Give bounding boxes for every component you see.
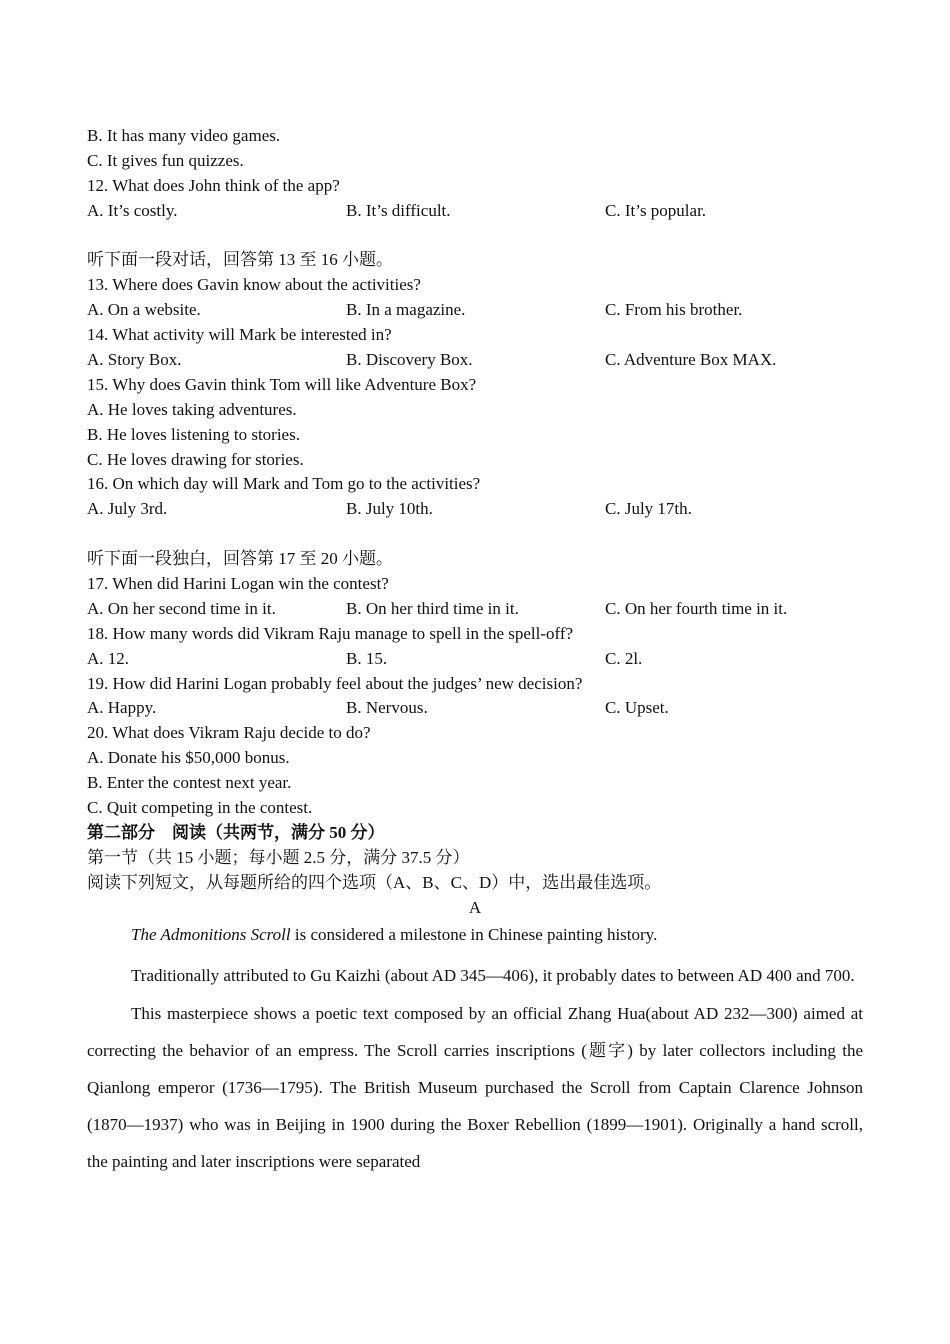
q12-option-b: B. It’s difficult. <box>346 200 451 220</box>
passage-paragraph-1 <box>87 923 863 948</box>
q14-option-b: B. Discovery Box. <box>346 350 473 370</box>
spacer <box>87 522 863 547</box>
q12-stem: 12. What does John think of the app? <box>87 175 340 195</box>
q18-option-c: C. 2l. <box>605 648 643 668</box>
q13-stem: 13. Where does Gavin know about the activities? <box>87 275 421 295</box>
q17-options <box>87 597 863 622</box>
q13-option-b: B. In a magazine. <box>346 300 466 320</box>
passage-label: A <box>468 897 482 917</box>
q12-option-a: A. It’s costly. <box>87 200 178 220</box>
q20-option-c: C. Quit competing in the contest. <box>87 798 313 818</box>
q12-option-c: C. It’s popular. <box>605 200 707 220</box>
exam-page <box>87 124 863 1181</box>
part2-heading: 第二部分 阅读（共两节，满分 50 分） <box>87 822 385 842</box>
paragraph-1-text: is considered a milestone in Chinese painting history. <box>290 924 658 944</box>
q18-option-a: A. 12. <box>87 648 130 668</box>
q14-option-c: C. Adventure Box MAX. <box>605 350 777 370</box>
q18-option-b: B. 15. <box>346 648 388 668</box>
q14-options <box>87 348 863 373</box>
q14-stem: 14. What activity will Mark be interested in? <box>87 325 392 345</box>
q19-options <box>87 696 863 721</box>
q17-option-b: B. On her third time in it. <box>346 598 519 618</box>
section-17-20-heading: 听下面一段独白，回答第 17 至 20 小题。 <box>87 549 393 569</box>
q12-options <box>87 199 863 224</box>
q11-option-b: B. It has many video games. <box>87 126 281 145</box>
q13-options <box>87 298 863 323</box>
q15-option-c: C. He loves drawing for stories. <box>87 449 304 469</box>
part2-instruction: 阅读下列短文，从每题所给的四个选项（A、B、C、D）中，选出最佳选项。 <box>87 872 662 892</box>
q15-option-b: B. He loves listening to stories. <box>87 424 300 444</box>
q17-option-a: A. On her second time in it. <box>87 598 276 618</box>
q20-option-b: B. Enter the contest next year. <box>87 773 292 793</box>
q17-option-c: C. On her fourth time in it. <box>605 598 788 618</box>
q17-stem: 17. When did Harini Logan win the contest? <box>87 574 389 594</box>
q16-stem: 16. On which day will Mark and Tom go to the activities? <box>87 474 481 494</box>
q19-option-c: C. Upset. <box>605 698 669 718</box>
passage-paragraph-3: This masterpiece shows a poetic text composed by an official Zhang Hua(about AD 232—300) aimed at correcting the behavior of an empress. The Scroll carries inscriptions (题字) by later collectors including the Qianlong emperor (1736—1795). The British Museum purchased the Scroll from Captain Clarence Johnson (1870—1937) who was in Beijing in 1900 during the Boxer Rebellion (1899—1901). Originally a hand scroll, the painting and later inscriptions were separated <box>87 1003 863 1172</box>
q18-options <box>87 647 863 672</box>
q15-stem: 15. Why does Gavin think Tom will like Adventure Box? <box>87 374 477 394</box>
q13-option-c: C. From his brother. <box>605 300 743 320</box>
q11-option-c: C. It gives fun quizzes. <box>87 150 244 170</box>
q19-stem: 19. How did Harini Logan probably feel about the judges’ new decision? <box>87 673 583 693</box>
work-title: The Admonitions Scroll <box>131 924 291 944</box>
q15-option-a: A. He loves taking adventures. <box>87 399 297 419</box>
q19-option-a: A. Happy. <box>87 698 157 718</box>
passage-paragraph-2: Traditionally attributed to Gu Kaizhi (about AD 345—406), it probably dates to between AD 400 and 700. <box>131 966 855 986</box>
q19-option-b: B. Nervous. <box>346 698 428 718</box>
q20-option-a: A. Donate his $50,000 bonus. <box>87 748 290 768</box>
q16-options <box>87 497 863 522</box>
q20-stem: 20. What does Vikram Raju decide to do? <box>87 723 371 743</box>
q14-option-a: A. Story Box. <box>87 350 182 370</box>
q16-option-b: B. July 10th. <box>346 499 433 519</box>
q18-stem: 18. How many words did Vikram Raju manage to spell in the spell-off? <box>87 623 574 643</box>
part2-subheading: 第一节（共 15 小题；每小题 2.5 分，满分 37.5 分） <box>87 847 470 867</box>
q16-option-c: C. July 17th. <box>605 499 692 519</box>
q13-option-a: A. On a website. <box>87 300 201 320</box>
q16-option-a: A. July 3rd. <box>87 499 168 519</box>
section-13-16-heading: 听下面一段对话，回答第 13 至 16 小题。 <box>87 250 393 270</box>
spacer <box>87 224 863 249</box>
